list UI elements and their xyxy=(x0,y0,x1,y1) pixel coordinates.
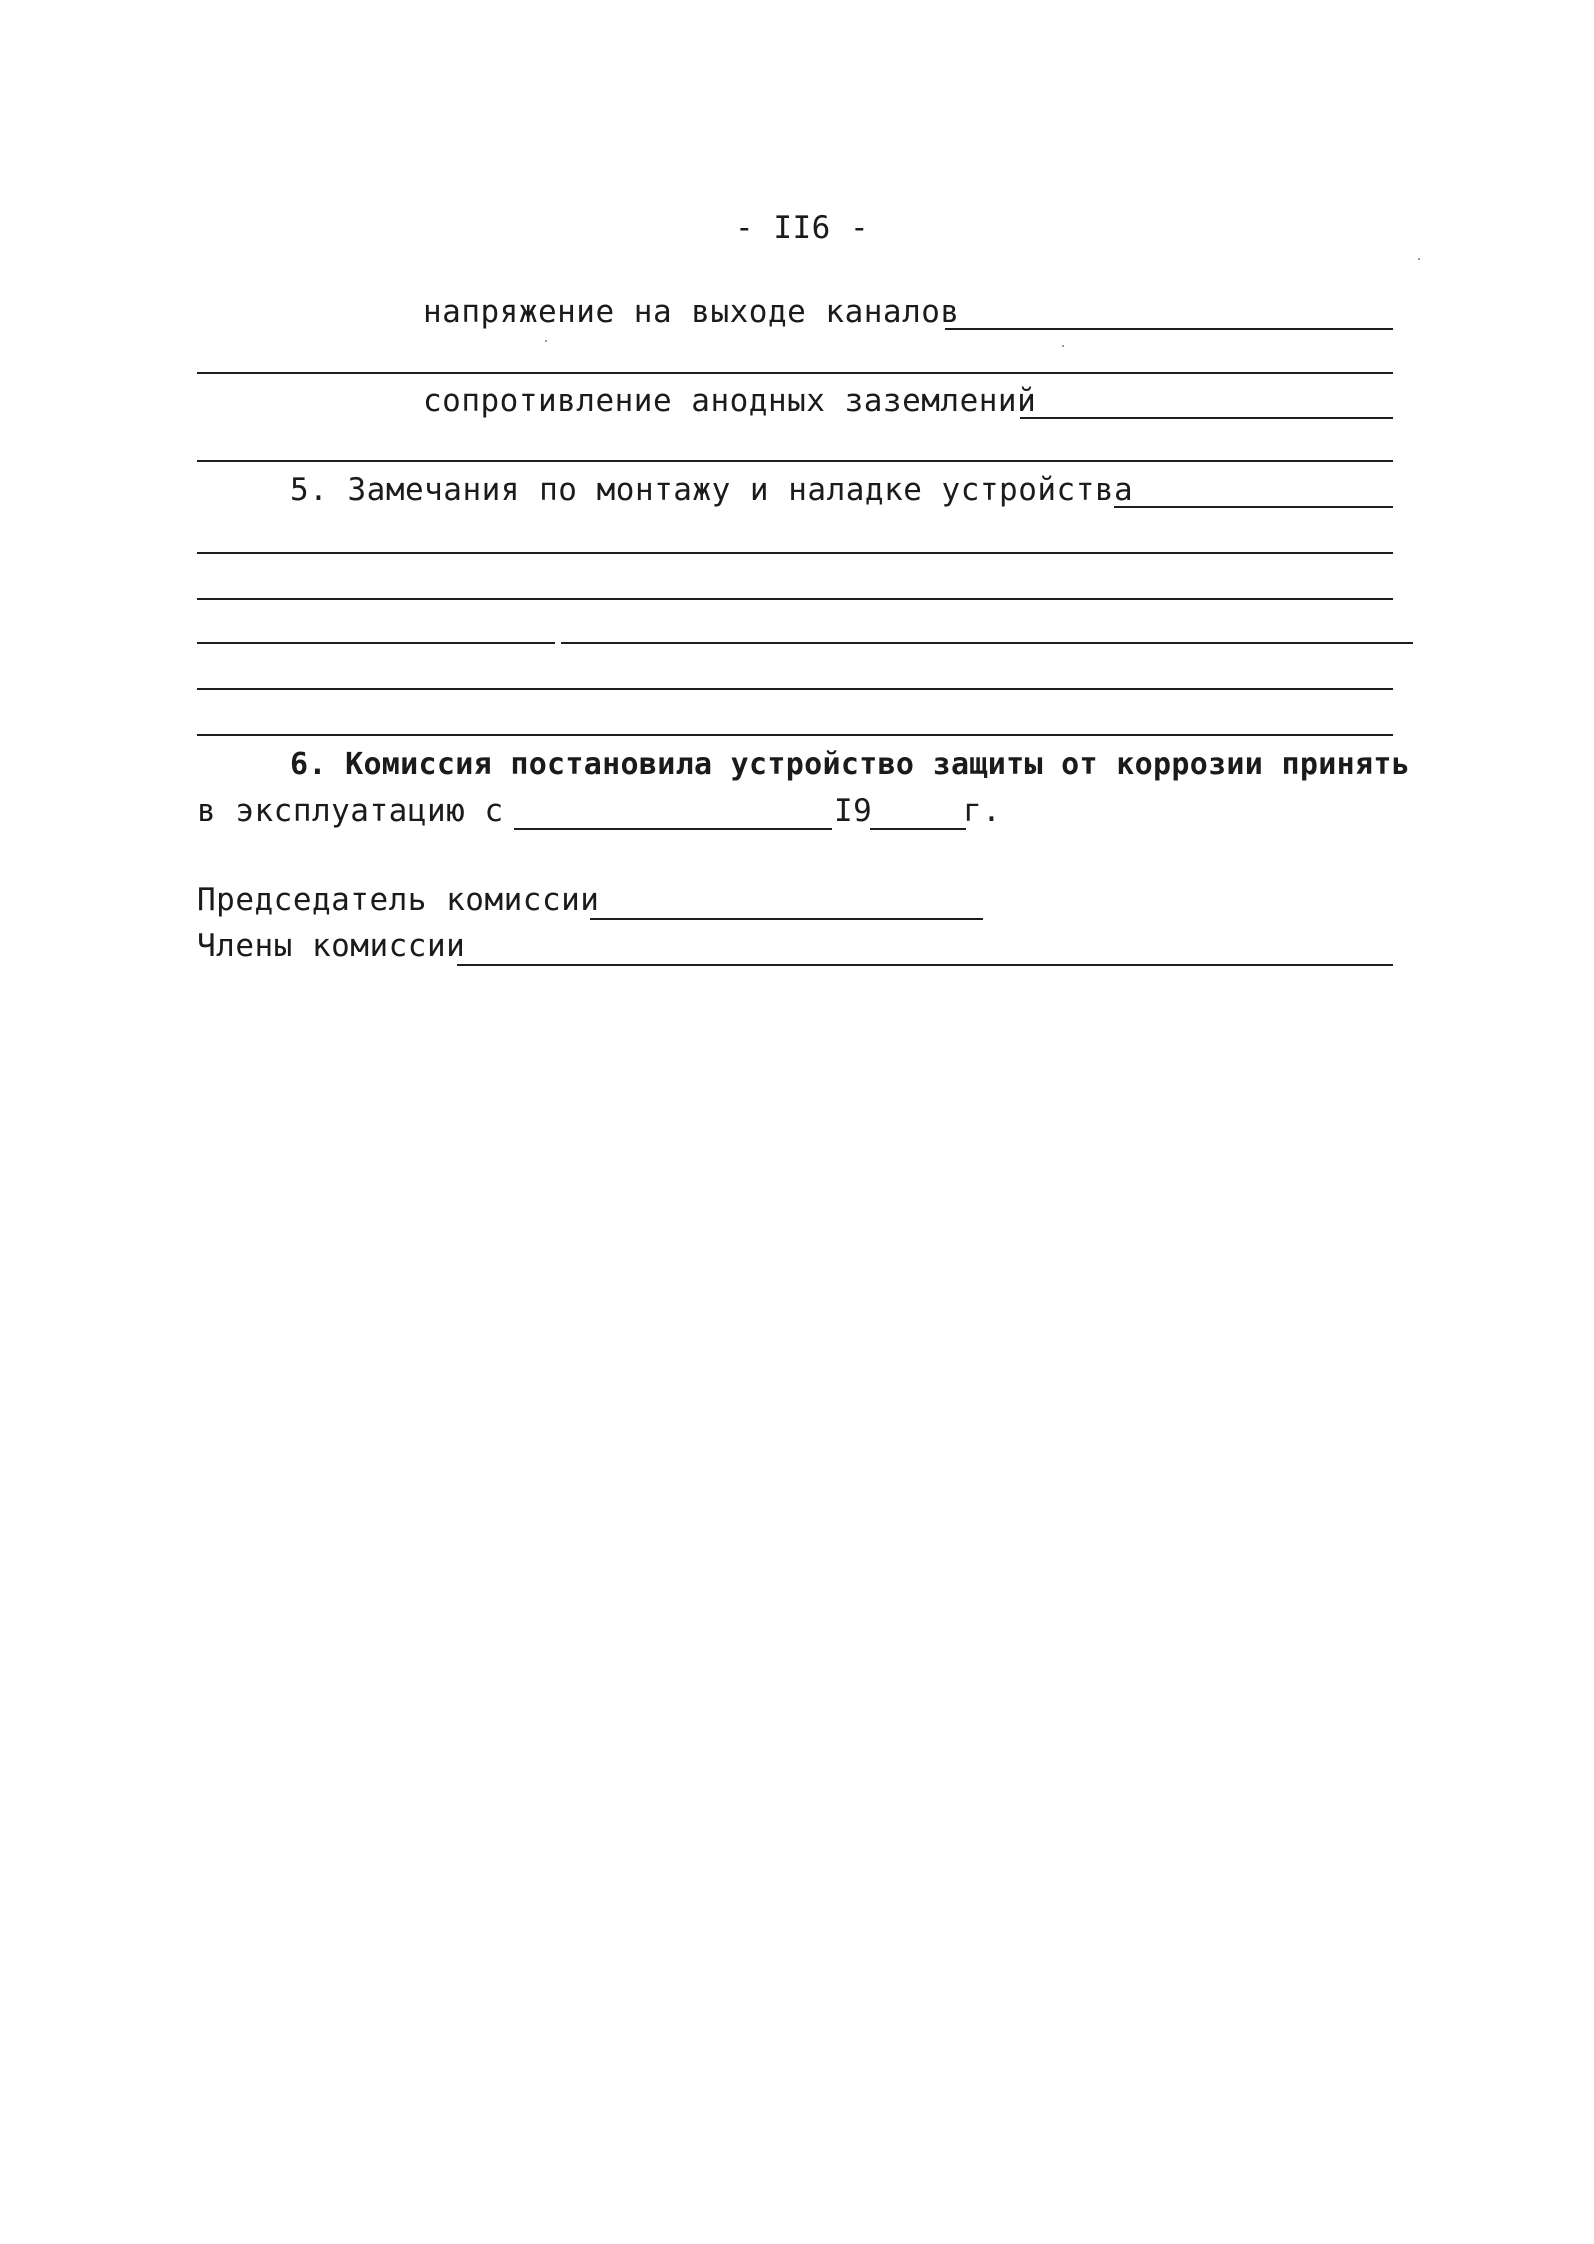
page-number: - II6 - xyxy=(735,210,870,246)
voltage-label: напряжение на выходе каналов xyxy=(423,294,960,330)
chairman-signature-line[interactable] xyxy=(590,918,983,920)
remarks-fill-line[interactable] xyxy=(1114,506,1393,508)
members-label: Члены комиссии xyxy=(197,928,466,964)
remarks-blank-line-2[interactable] xyxy=(197,598,1393,600)
remarks-blank-line-1[interactable] xyxy=(197,552,1393,554)
remarks-blank-line-5[interactable] xyxy=(197,734,1393,736)
decision-line-2-prefix: в эксплуатацию с xyxy=(197,793,504,829)
year-fill-line[interactable] xyxy=(870,828,966,830)
resistance-continuation-line[interactable] xyxy=(197,460,1393,462)
year-suffix: г. xyxy=(963,793,1002,829)
members-signature-line[interactable] xyxy=(457,964,1393,966)
commission-date-line[interactable] xyxy=(514,828,832,830)
scan-speck xyxy=(1062,345,1064,347)
voltage-fill-line[interactable] xyxy=(945,328,1393,330)
scan-speck xyxy=(545,340,547,342)
decision-line-1: 6. Комиссия постановила устройство защиты от коррозии принять xyxy=(290,747,1411,782)
remarks-label: 5. Замечания по монтажу и наладке устройства xyxy=(290,472,1134,508)
resistance-fill-line[interactable] xyxy=(1020,417,1393,419)
voltage-continuation-line[interactable] xyxy=(197,372,1393,374)
remarks-blank-line-3a[interactable] xyxy=(197,642,555,644)
scan-speck xyxy=(1418,258,1420,260)
remarks-blank-line-3b[interactable] xyxy=(561,642,1413,644)
chairman-label: Председатель комиссии xyxy=(197,882,600,918)
year-prefix: I9 xyxy=(834,793,873,829)
remarks-blank-line-4[interactable] xyxy=(197,688,1393,690)
resistance-label: сопротивление анодных заземлений xyxy=(423,383,1037,419)
